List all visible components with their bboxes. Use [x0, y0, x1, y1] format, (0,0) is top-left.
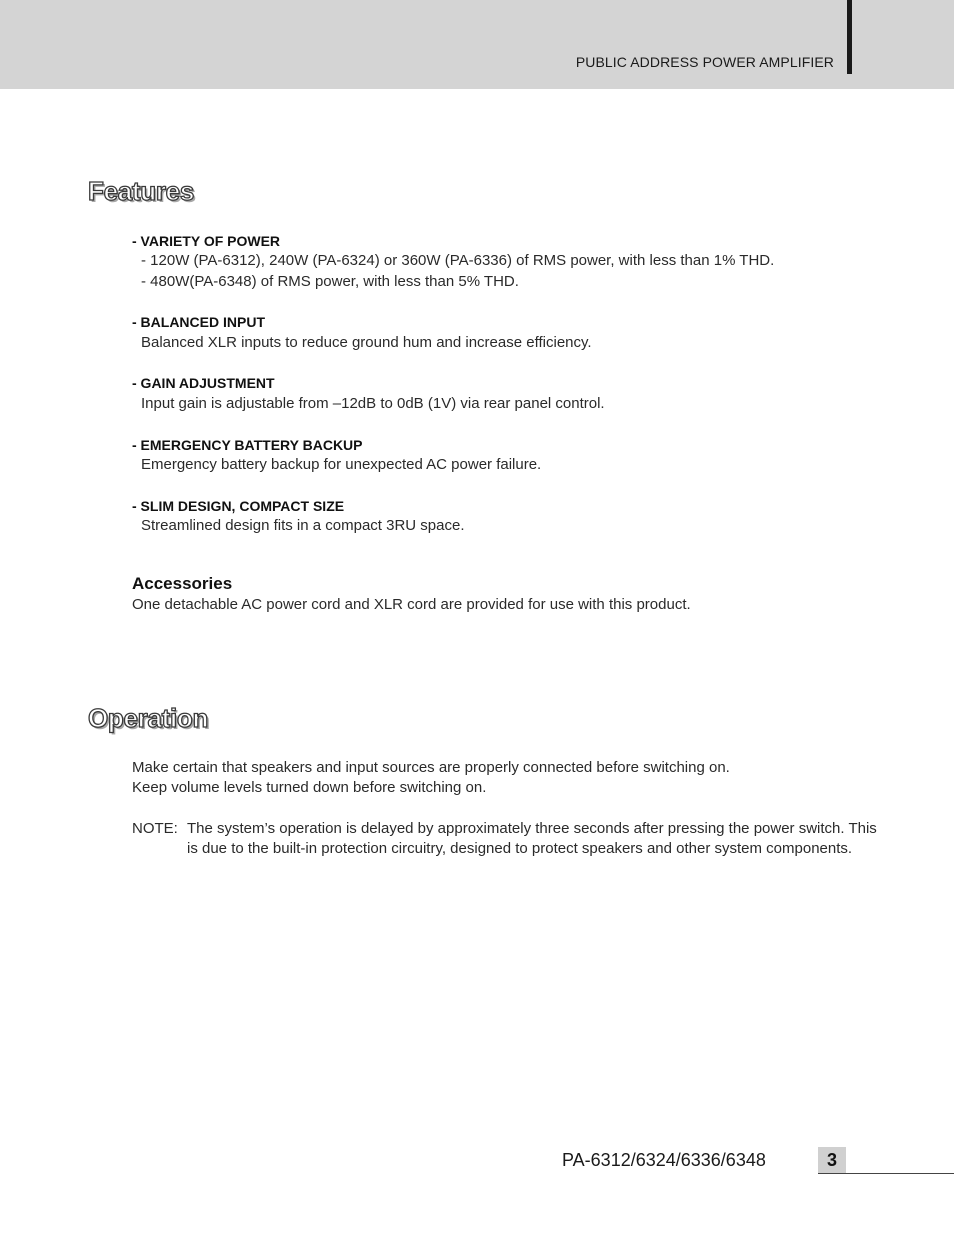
feature-heading: - SLIM DESIGN, COMPACT SIZE — [132, 497, 345, 514]
feature-line: - 480W(PA-6348) of RMS power, with less than 5% THD. — [141, 272, 519, 290]
feature-line: Balanced XLR inputs to reduce ground hum and increase efficiency. — [141, 333, 592, 351]
note-text: The system’s operation is delayed by approximately three seconds after pressing the power switch. This is due to the built-in protection circuitry, designed to protect speakers and other system components. — [187, 819, 877, 858]
page-header — [0, 0, 954, 89]
page-number: 3 — [818, 1147, 846, 1174]
header-accent-bar — [847, 0, 852, 74]
operation-title: Operation — [88, 703, 209, 733]
operation-line: Make certain that speakers and input sources are properly connected before switching on. — [132, 759, 730, 776]
feature-line: Input gain is adjustable from –12dB to 0dB (1V) via rear panel control. — [141, 394, 605, 412]
accessories-title: Accessories — [132, 574, 233, 593]
accessories-text: One detachable AC power cord and XLR cord are provided for use with this product. — [132, 596, 691, 613]
feature-item — [132, 496, 892, 537]
feature-heading: - BALANCED INPUT — [132, 314, 265, 331]
features-list — [132, 231, 892, 557]
feature-line: - 120W (PA-6312), 240W (PA-6324) or 360W (PA-6336) of RMS power, with less than 1% THD. — [141, 252, 775, 270]
accessories-section — [132, 573, 892, 615]
feature-line: Emergency battery backup for unexpected AC power failure. — [141, 455, 542, 473]
feature-item — [132, 312, 892, 353]
feature-line: Streamlined design fits in a compact 3RU space. — [141, 516, 465, 534]
feature-heading: - EMERGENCY BATTERY BACKUP — [132, 436, 363, 453]
operation-note — [132, 819, 892, 860]
features-title: Features — [88, 176, 194, 206]
header-title: PUBLIC ADDRESS POWER AMPLIFIER — [575, 54, 834, 70]
footer-rule — [818, 1173, 954, 1174]
feature-item — [132, 231, 892, 292]
footer-model-number: PA-6312/6324/6336/6348 — [562, 1150, 766, 1170]
feature-item — [132, 435, 892, 476]
feature-item — [132, 373, 892, 414]
operation-line: Keep volume levels turned down before switching on. — [132, 779, 487, 797]
feature-heading: - GAIN ADJUSTMENT — [132, 375, 275, 392]
operation-body — [132, 758, 892, 859]
feature-heading: - VARIETY OF POWER — [132, 233, 281, 249]
note-label: NOTE: — [132, 819, 178, 837]
